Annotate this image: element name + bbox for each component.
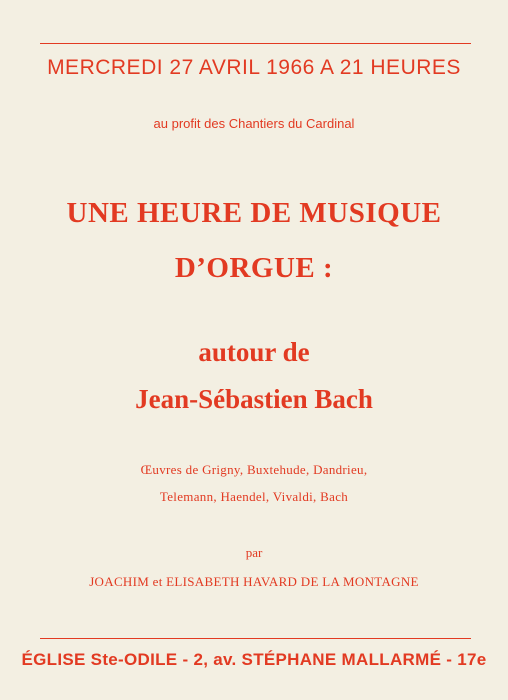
works-line-1: Œuvres de Grigny, Buxtehude, Dandrieu, <box>140 462 368 477</box>
venue-address: ÉGLISE Ste-ODILE - 2, av. STÉPHANE MALLARMÉ - 17e <box>21 650 487 669</box>
works-line-2: Telemann, Haendel, Vivaldi, Bach <box>159 489 349 504</box>
top-rule <box>40 43 471 44</box>
performers-by-label: par <box>245 545 263 560</box>
bottom-rule <box>40 638 471 639</box>
benefit-line: au profit des Chantiers du Cardinal <box>153 116 355 131</box>
performers-names: JOACHIM et ELISABETH HAVARD DE LA MONTAGNE <box>89 574 419 589</box>
composer-name: Jean-Sébastien Bach <box>135 384 373 414</box>
event-date: MERCREDI 27 AVRIL 1966 A 21 HEURES <box>47 56 461 79</box>
subtitle-line-1: autour de <box>198 337 310 367</box>
title-line-2: D’ORGUE : <box>174 252 334 284</box>
title-line-1: UNE HEURE DE MUSIQUE <box>66 197 442 229</box>
